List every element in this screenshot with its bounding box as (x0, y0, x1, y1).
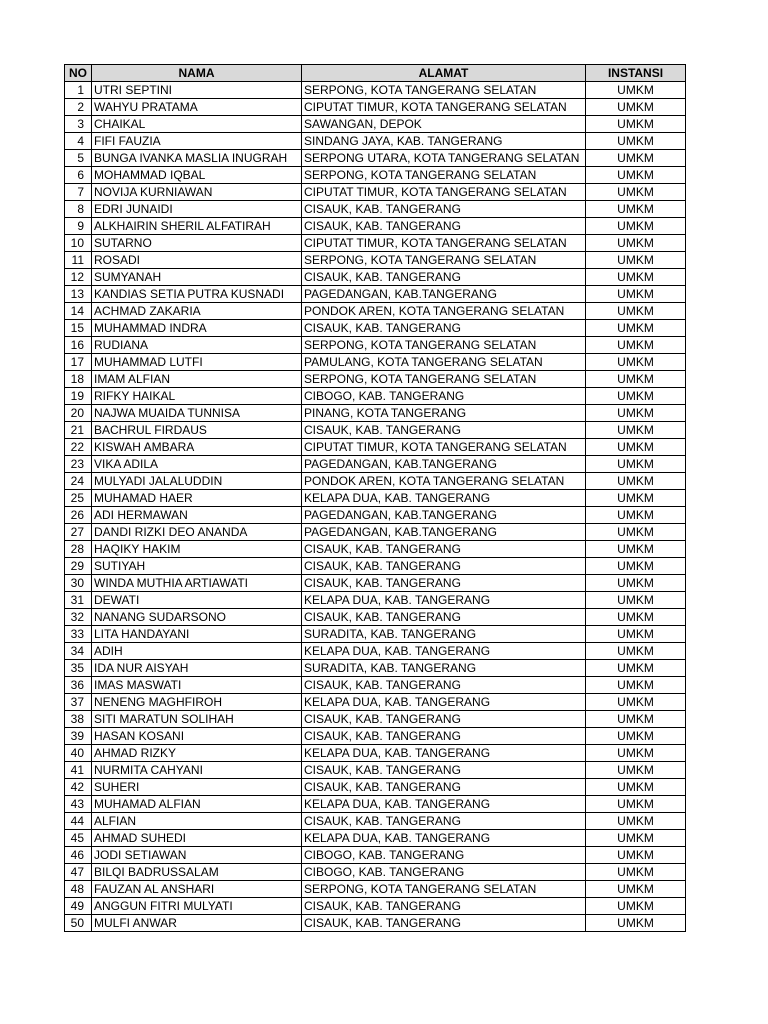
cell-nama: NENENG MAGHFIROH (92, 694, 302, 711)
table-row (65, 694, 686, 711)
cell-instansi: UMKM (586, 82, 686, 99)
table-row (65, 881, 686, 898)
cell-alamat: CIPUTAT TIMUR, KOTA TANGERANG SELATAN (302, 99, 586, 116)
cell-no: 4 (65, 133, 92, 150)
cell-nama: KANDIAS SETIA PUTRA KUSNADI (92, 286, 302, 303)
cell-nama: MOHAMMAD IQBAL (92, 167, 302, 184)
cell-nama: EDRI JUNAIDI (92, 201, 302, 218)
cell-nama: IMAM ALFIAN (92, 371, 302, 388)
cell-instansi: UMKM (586, 116, 686, 133)
cell-nama: IMAS MASWATI (92, 677, 302, 694)
table-row (65, 677, 686, 694)
cell-alamat: CISAUK, KAB. TANGERANG (302, 541, 586, 558)
cell-instansi: UMKM (586, 524, 686, 541)
table-row (65, 490, 686, 507)
cell-nama: RUDIANA (92, 337, 302, 354)
cell-no: 21 (65, 422, 92, 439)
cell-nama: DANDI RIZKI DEO ANANDA (92, 524, 302, 541)
cell-no: 50 (65, 915, 92, 932)
table-row (65, 82, 686, 99)
cell-nama: RIFKY HAIKAL (92, 388, 302, 405)
cell-nama: SUMYANAH (92, 269, 302, 286)
table-row (65, 643, 686, 660)
cell-nama: BILQI BADRUSSALAM (92, 864, 302, 881)
cell-instansi: UMKM (586, 133, 686, 150)
cell-alamat: KELAPA DUA, KAB. TANGERANG (302, 490, 586, 507)
cell-no: 14 (65, 303, 92, 320)
cell-alamat: SERPONG, KOTA TANGERANG SELATAN (302, 82, 586, 99)
cell-no: 46 (65, 847, 92, 864)
table-row (65, 762, 686, 779)
cell-no: 6 (65, 167, 92, 184)
cell-instansi: UMKM (586, 813, 686, 830)
cell-no: 27 (65, 524, 92, 541)
cell-nama: HAQIKY HAKIM (92, 541, 302, 558)
table-row (65, 354, 686, 371)
cell-instansi: UMKM (586, 694, 686, 711)
cell-no: 31 (65, 592, 92, 609)
table-row (65, 524, 686, 541)
cell-instansi: UMKM (586, 490, 686, 507)
cell-nama: ACHMAD ZAKARIA (92, 303, 302, 320)
cell-alamat: CISAUK, KAB. TANGERANG (302, 813, 586, 830)
cell-alamat: SURADITA, KAB. TANGERANG (302, 626, 586, 643)
cell-instansi: UMKM (586, 422, 686, 439)
cell-nama: KISWAH AMBARA (92, 439, 302, 456)
cell-instansi: UMKM (586, 915, 686, 932)
cell-instansi: UMKM (586, 439, 686, 456)
cell-no: 5 (65, 150, 92, 167)
table-row (65, 439, 686, 456)
table-body (65, 82, 686, 932)
cell-instansi: UMKM (586, 745, 686, 762)
cell-alamat: SERPONG UTARA, KOTA TANGERANG SELATAN (302, 150, 586, 167)
cell-alamat: CIPUTAT TIMUR, KOTA TANGERANG SELATAN (302, 235, 586, 252)
cell-no: 40 (65, 745, 92, 762)
cell-nama: ADIH (92, 643, 302, 660)
cell-instansi: UMKM (586, 609, 686, 626)
cell-alamat: KELAPA DUA, KAB. TANGERANG (302, 745, 586, 762)
table-row (65, 405, 686, 422)
cell-no: 41 (65, 762, 92, 779)
cell-nama: IDA NUR AISYAH (92, 660, 302, 677)
cell-alamat: CISAUK, KAB. TANGERANG (302, 609, 586, 626)
cell-no: 12 (65, 269, 92, 286)
cell-nama: LITA HANDAYANI (92, 626, 302, 643)
table-row (65, 728, 686, 745)
column-header-instansi: INSTANSI (586, 65, 686, 82)
cell-alamat: PAGEDANGAN, KAB.TANGERANG (302, 456, 586, 473)
table-row (65, 915, 686, 932)
cell-instansi: UMKM (586, 660, 686, 677)
table-header (65, 65, 686, 82)
cell-nama: SUTARNO (92, 235, 302, 252)
cell-instansi: UMKM (586, 184, 686, 201)
cell-instansi: UMKM (586, 643, 686, 660)
cell-no: 47 (65, 864, 92, 881)
table-row (65, 864, 686, 881)
table-row (65, 269, 686, 286)
cell-no: 32 (65, 609, 92, 626)
cell-no: 10 (65, 235, 92, 252)
cell-nama: SITI MARATUN SOLIHAH (92, 711, 302, 728)
cell-no: 30 (65, 575, 92, 592)
table-row (65, 558, 686, 575)
table-row (65, 286, 686, 303)
cell-alamat: KELAPA DUA, KAB. TANGERANG (302, 694, 586, 711)
table-row (65, 745, 686, 762)
cell-instansi: UMKM (586, 677, 686, 694)
cell-instansi: UMKM (586, 592, 686, 609)
cell-no: 39 (65, 728, 92, 745)
cell-nama: UTRI SEPTINI (92, 82, 302, 99)
cell-nama: JODI SETIAWAN (92, 847, 302, 864)
cell-nama: SUHERI (92, 779, 302, 796)
cell-no: 44 (65, 813, 92, 830)
cell-no: 2 (65, 99, 92, 116)
table-row (65, 337, 686, 354)
header-row (65, 65, 686, 82)
table-row (65, 252, 686, 269)
cell-instansi: UMKM (586, 99, 686, 116)
cell-no: 22 (65, 439, 92, 456)
cell-alamat: CISAUK, KAB. TANGERANG (302, 269, 586, 286)
cell-instansi: UMKM (586, 473, 686, 490)
cell-instansi: UMKM (586, 575, 686, 592)
cell-alamat: SERPONG, KOTA TANGERANG SELATAN (302, 881, 586, 898)
cell-instansi: UMKM (586, 507, 686, 524)
table-row (65, 422, 686, 439)
cell-alamat: PAGEDANGAN, KAB.TANGERANG (302, 286, 586, 303)
cell-no: 36 (65, 677, 92, 694)
cell-no: 48 (65, 881, 92, 898)
column-header-no: NO (65, 65, 92, 82)
cell-alamat: SAWANGAN, DEPOK (302, 116, 586, 133)
participant-table (64, 64, 686, 932)
cell-nama: MUHAMAD HAER (92, 490, 302, 507)
cell-no: 42 (65, 779, 92, 796)
cell-nama: ALKHAIRIN SHERIL ALFATIRAH (92, 218, 302, 235)
cell-nama: MULYADI JALALUDDIN (92, 473, 302, 490)
cell-nama: ADI HERMAWAN (92, 507, 302, 524)
cell-nama: WINDA MUTHIA ARTIAWATI (92, 575, 302, 592)
cell-no: 35 (65, 660, 92, 677)
table-row (65, 303, 686, 320)
cell-nama: MUHAMMAD INDRA (92, 320, 302, 337)
cell-nama: AHMAD SUHEDI (92, 830, 302, 847)
table-row (65, 320, 686, 337)
cell-alamat: CIPUTAT TIMUR, KOTA TANGERANG SELATAN (302, 439, 586, 456)
table-row (65, 898, 686, 915)
cell-alamat: CISAUK, KAB. TANGERANG (302, 762, 586, 779)
cell-nama: ANGGUN FITRI MULYATI (92, 898, 302, 915)
cell-no: 19 (65, 388, 92, 405)
table-row (65, 660, 686, 677)
cell-alamat: SINDANG JAYA, KAB. TANGERANG (302, 133, 586, 150)
cell-alamat: CISAUK, KAB. TANGERANG (302, 320, 586, 337)
cell-instansi: UMKM (586, 762, 686, 779)
cell-alamat: KELAPA DUA, KAB. TANGERANG (302, 592, 586, 609)
cell-no: 45 (65, 830, 92, 847)
cell-nama: MUHAMAD ALFIAN (92, 796, 302, 813)
cell-nama: SUTIYAH (92, 558, 302, 575)
cell-instansi: UMKM (586, 286, 686, 303)
cell-instansi: UMKM (586, 218, 686, 235)
cell-instansi: UMKM (586, 235, 686, 252)
table-row (65, 150, 686, 167)
cell-instansi: UMKM (586, 167, 686, 184)
cell-instansi: UMKM (586, 728, 686, 745)
table-row (65, 575, 686, 592)
cell-nama: CHAIKAL (92, 116, 302, 133)
cell-instansi: UMKM (586, 201, 686, 218)
column-header-nama: NAMA (92, 65, 302, 82)
table-row (65, 201, 686, 218)
cell-alamat: CIBOGO, KAB. TANGERANG (302, 847, 586, 864)
table-row (65, 592, 686, 609)
cell-instansi: UMKM (586, 269, 686, 286)
cell-no: 43 (65, 796, 92, 813)
cell-alamat: KELAPA DUA, KAB. TANGERANG (302, 830, 586, 847)
table-row (65, 388, 686, 405)
cell-no: 17 (65, 354, 92, 371)
table-row (65, 796, 686, 813)
cell-alamat: CISAUK, KAB. TANGERANG (302, 201, 586, 218)
cell-instansi: UMKM (586, 354, 686, 371)
column-header-alamat: ALAMAT (302, 65, 586, 82)
table-row (65, 235, 686, 252)
cell-nama: FAUZAN AL ANSHARI (92, 881, 302, 898)
cell-instansi: UMKM (586, 830, 686, 847)
cell-nama: NURMITA CAHYANI (92, 762, 302, 779)
cell-instansi: UMKM (586, 320, 686, 337)
cell-instansi: UMKM (586, 881, 686, 898)
cell-instansi: UMKM (586, 456, 686, 473)
cell-no: 34 (65, 643, 92, 660)
table-row (65, 116, 686, 133)
cell-alamat: SERPONG, KOTA TANGERANG SELATAN (302, 167, 586, 184)
cell-alamat: PAMULANG, KOTA TANGERANG SELATAN (302, 354, 586, 371)
cell-alamat: PAGEDANGAN, KAB.TANGERANG (302, 507, 586, 524)
cell-no: 38 (65, 711, 92, 728)
cell-no: 9 (65, 218, 92, 235)
cell-instansi: UMKM (586, 252, 686, 269)
cell-alamat: CISAUK, KAB. TANGERANG (302, 677, 586, 694)
cell-alamat: PAGEDANGAN, KAB.TANGERANG (302, 524, 586, 541)
cell-alamat: SERPONG, KOTA TANGERANG SELATAN (302, 371, 586, 388)
table-row (65, 779, 686, 796)
cell-alamat: CISAUK, KAB. TANGERANG (302, 728, 586, 745)
cell-nama: WAHYU PRATAMA (92, 99, 302, 116)
cell-alamat: CISAUK, KAB. TANGERANG (302, 218, 586, 235)
cell-alamat: PINANG, KOTA TANGERANG (302, 405, 586, 422)
cell-alamat: PONDOK AREN, KOTA TANGERANG SELATAN (302, 303, 586, 320)
cell-alamat: SERPONG, KOTA TANGERANG SELATAN (302, 337, 586, 354)
cell-instansi: UMKM (586, 558, 686, 575)
table-row (65, 167, 686, 184)
table-row (65, 711, 686, 728)
cell-alamat: CISAUK, KAB. TANGERANG (302, 779, 586, 796)
cell-instansi: UMKM (586, 541, 686, 558)
cell-alamat: SURADITA, KAB. TANGERANG (302, 660, 586, 677)
table-row (65, 813, 686, 830)
cell-no: 1 (65, 82, 92, 99)
cell-nama: ALFIAN (92, 813, 302, 830)
cell-nama: NAJWA MUAIDA TUNNISA (92, 405, 302, 422)
cell-no: 13 (65, 286, 92, 303)
table-row (65, 371, 686, 388)
cell-instansi: UMKM (586, 796, 686, 813)
cell-alamat: CISAUK, KAB. TANGERANG (302, 898, 586, 915)
cell-nama: ROSADI (92, 252, 302, 269)
cell-instansi: UMKM (586, 779, 686, 796)
cell-instansi: UMKM (586, 864, 686, 881)
cell-no: 16 (65, 337, 92, 354)
cell-no: 20 (65, 405, 92, 422)
cell-nama: BUNGA IVANKA MASLIA INUGRAH (92, 150, 302, 167)
cell-no: 7 (65, 184, 92, 201)
cell-no: 25 (65, 490, 92, 507)
cell-no: 26 (65, 507, 92, 524)
cell-instansi: UMKM (586, 371, 686, 388)
cell-no: 37 (65, 694, 92, 711)
table-row (65, 609, 686, 626)
cell-alamat: CISAUK, KAB. TANGERANG (302, 422, 586, 439)
cell-no: 24 (65, 473, 92, 490)
cell-alamat: CISAUK, KAB. TANGERANG (302, 711, 586, 728)
table-row (65, 830, 686, 847)
table-row (65, 184, 686, 201)
cell-alamat: CIPUTAT TIMUR, KOTA TANGERANG SELATAN (302, 184, 586, 201)
cell-no: 11 (65, 252, 92, 269)
table-row (65, 541, 686, 558)
cell-no: 28 (65, 541, 92, 558)
table-row (65, 133, 686, 150)
cell-alamat: CISAUK, KAB. TANGERANG (302, 915, 586, 932)
cell-instansi: UMKM (586, 898, 686, 915)
cell-no: 33 (65, 626, 92, 643)
cell-nama: NANANG SUDARSONO (92, 609, 302, 626)
cell-nama: FIFI FAUZIA (92, 133, 302, 150)
table-row (65, 507, 686, 524)
cell-nama: NOVIJA KURNIAWAN (92, 184, 302, 201)
cell-instansi: UMKM (586, 150, 686, 167)
cell-instansi: UMKM (586, 388, 686, 405)
cell-nama: VIKA ADILA (92, 456, 302, 473)
table-row (65, 847, 686, 864)
cell-instansi: UMKM (586, 711, 686, 728)
cell-nama: BACHRUL FIRDAUS (92, 422, 302, 439)
table-row (65, 99, 686, 116)
cell-alamat: PONDOK AREN, KOTA TANGERANG SELATAN (302, 473, 586, 490)
cell-no: 18 (65, 371, 92, 388)
table-row (65, 473, 686, 490)
cell-alamat: CIBOGO, KAB. TANGERANG (302, 864, 586, 881)
table-row (65, 456, 686, 473)
cell-instansi: UMKM (586, 847, 686, 864)
cell-alamat: KELAPA DUA, KAB. TANGERANG (302, 643, 586, 660)
cell-no: 8 (65, 201, 92, 218)
cell-no: 3 (65, 116, 92, 133)
cell-nama: MUHAMMAD LUTFI (92, 354, 302, 371)
cell-instansi: UMKM (586, 303, 686, 320)
cell-no: 23 (65, 456, 92, 473)
cell-alamat: KELAPA DUA, KAB. TANGERANG (302, 796, 586, 813)
cell-instansi: UMKM (586, 626, 686, 643)
cell-instansi: UMKM (586, 337, 686, 354)
cell-no: 49 (65, 898, 92, 915)
cell-nama: MULFI ANWAR (92, 915, 302, 932)
cell-nama: HASAN KOSANI (92, 728, 302, 745)
cell-instansi: UMKM (586, 405, 686, 422)
cell-alamat: CISAUK, KAB. TANGERANG (302, 575, 586, 592)
cell-no: 29 (65, 558, 92, 575)
cell-nama: DEWATI (92, 592, 302, 609)
cell-alamat: CISAUK, KAB. TANGERANG (302, 558, 586, 575)
cell-alamat: CIBOGO, KAB. TANGERANG (302, 388, 586, 405)
cell-no: 15 (65, 320, 92, 337)
table-row (65, 626, 686, 643)
table-row (65, 218, 686, 235)
cell-nama: AHMAD RIZKY (92, 745, 302, 762)
cell-alamat: SERPONG, KOTA TANGERANG SELATAN (302, 252, 586, 269)
